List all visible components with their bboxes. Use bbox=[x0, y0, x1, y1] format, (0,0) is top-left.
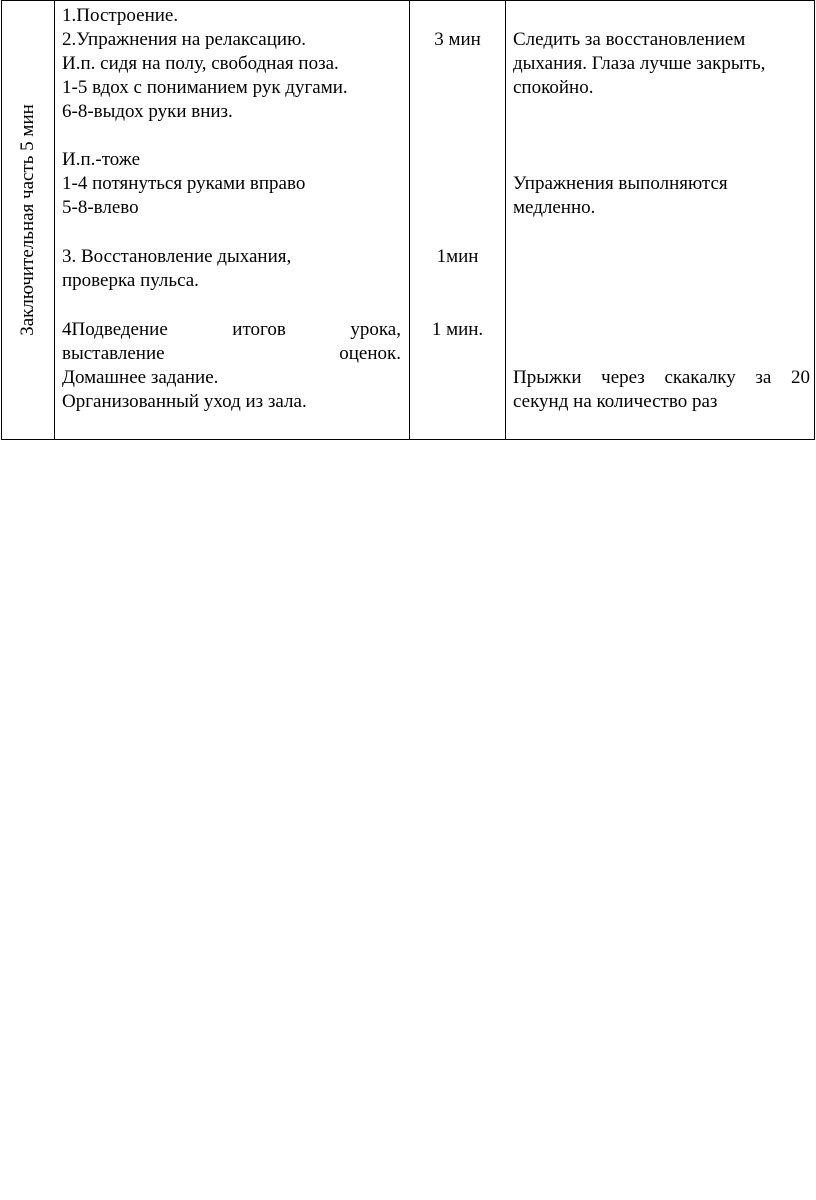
word: 4Подведение bbox=[62, 319, 168, 340]
time-value: 1мин bbox=[436, 246, 479, 267]
time-value: 3 мин bbox=[434, 29, 481, 50]
content-line: 1-5 вдох с пониманием рук дугами. bbox=[62, 77, 348, 98]
content-line: И.п. сидя на полу, свободная поза. bbox=[62, 53, 339, 74]
note-line bbox=[513, 366, 810, 390]
time-value: 1 мин. bbox=[431, 319, 484, 340]
word: итогов bbox=[232, 319, 286, 340]
word: Прыжки bbox=[513, 367, 582, 388]
note-line: спокойно. bbox=[513, 77, 594, 98]
section-label: Заключительная часть 5 мин bbox=[17, 104, 38, 336]
note-line: медленно. bbox=[513, 197, 596, 218]
word: через bbox=[601, 367, 645, 388]
content-line: Домашнее задание. bbox=[62, 367, 219, 388]
content-line: 5-8-влево bbox=[62, 197, 139, 218]
content-line: 1.Построение. bbox=[62, 5, 179, 26]
section-cell bbox=[2, 1, 54, 439]
content-line: 1-4 потянуться руками вправо bbox=[62, 173, 306, 194]
content-line: Организованный уход из зала. bbox=[62, 391, 307, 412]
note-line: Следить за восстановлением bbox=[513, 29, 746, 50]
word: урока, bbox=[350, 319, 401, 340]
word: за bbox=[755, 367, 772, 388]
word: скакалку bbox=[664, 367, 736, 388]
content-line bbox=[62, 318, 401, 342]
content-line: проверка пульса. bbox=[62, 270, 199, 291]
content-line: И.п.-тоже bbox=[62, 149, 141, 170]
note-line: дыхания. Глаза лучше закрыть, bbox=[513, 53, 766, 74]
content-line bbox=[62, 342, 401, 366]
column-divider bbox=[505, 1, 506, 439]
note-line: секунд на количество раз bbox=[513, 391, 718, 412]
column-divider bbox=[54, 1, 55, 439]
word: 20 bbox=[791, 367, 810, 388]
lesson-table bbox=[1, 0, 815, 440]
word: выставление bbox=[62, 343, 165, 364]
content-line: 2.Упражнения на релаксацию. bbox=[62, 29, 307, 50]
content-line: 3. Восстановление дыхания, bbox=[62, 246, 292, 267]
content-line: 6-8-выдох руки вниз. bbox=[62, 101, 233, 122]
column-divider bbox=[409, 1, 410, 439]
word: оценок. bbox=[339, 343, 401, 364]
note-line: Упражнения выполняются bbox=[513, 173, 728, 194]
